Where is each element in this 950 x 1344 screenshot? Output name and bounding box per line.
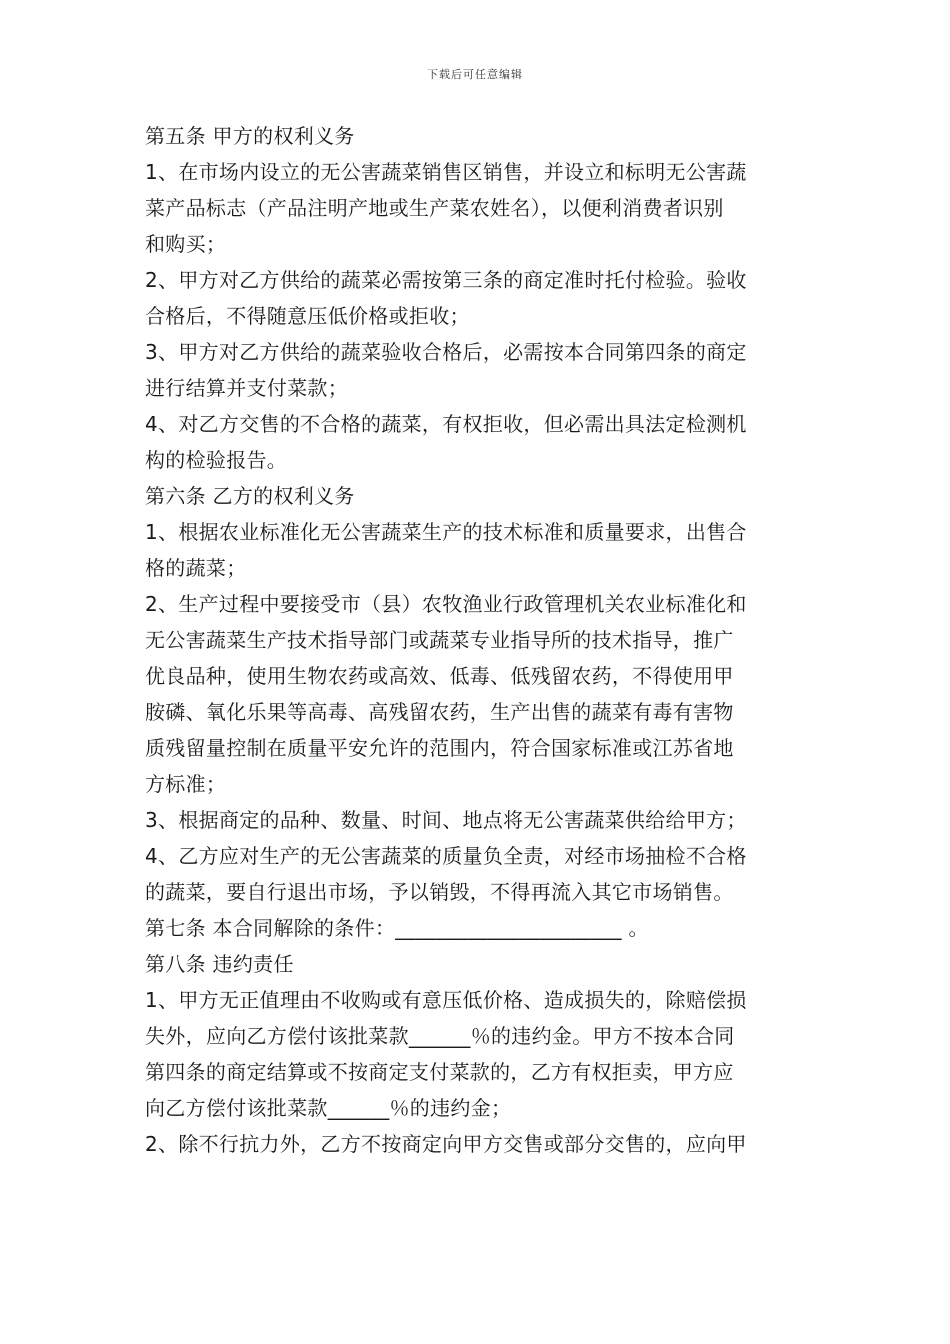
- text-line: 的蔬菜，要自行退出市场，予以销毁，不得再流入其它市场销售。: [145, 880, 734, 904]
- text-line: 失外，应向乙方偿付该批菜款______％的违约金。甲方不按本合同: [145, 1024, 735, 1048]
- header-note: 下载后可任意编辑: [427, 68, 523, 81]
- text-line: 4、对乙方交售的不合格的蔬菜，有权拒收，但必需出具法定检测机: [145, 412, 747, 436]
- section-heading-7: 第七条 本合同解除的条件：______________________ 。: [145, 916, 649, 940]
- text-line: 1、在市场内设立的无公害蔬菜销售区销售，并设立和标明无公害蔬: [145, 160, 747, 184]
- text-line: 格的蔬菜；: [145, 556, 247, 580]
- text-line: 3、甲方对乙方供给的蔬菜验收合格后，必需按本合同第四条的商定: [145, 340, 747, 364]
- section-heading-5: 第五条 甲方的权利义务: [145, 124, 355, 148]
- text-line: 2、生产过程中要接受市（县）农牧渔业行政管理机关农业标准化和: [145, 592, 747, 616]
- text-line: 第四条的商定结算或不按商定支付菜款的，乙方有权拒卖，甲方应: [145, 1060, 734, 1084]
- section-heading-6: 第六条 乙方的权利义务: [145, 484, 355, 508]
- section-heading-8: 第八条 违约责任: [145, 952, 294, 976]
- text-line: 合格后，不得随意压低价格或拒收；: [145, 304, 470, 328]
- text-line: 方标准；: [145, 772, 227, 796]
- text-line: 1、甲方无正值理由不收购或有意压低价格、造成损失的，除赔偿损: [145, 988, 747, 1012]
- text-line: 2、除不行抗力外，乙方不按商定向甲方交售或部分交售的，应向甲: [145, 1132, 747, 1156]
- text-line: 进行结算并支付菜款；: [145, 376, 348, 400]
- text-line: 和购买；: [145, 232, 227, 256]
- text-line: 构的检验报告。: [145, 448, 288, 472]
- text-line: 胺磷、氧化乐果等高毒、高残留农药，生产出售的蔬菜有毒有害物: [145, 700, 734, 724]
- text-line: 4、乙方应对生产的无公害蔬菜的质量负全责，对经市场抽检不合格: [145, 844, 747, 868]
- text-line: 优良品种，使用生物农药或高效、低毒、低残留农药，不得使用甲: [145, 664, 734, 688]
- text-line: 1、根据农业标准化无公害蔬菜生产的技术标准和质量要求，出售合: [145, 520, 747, 544]
- text-line: 菜产品标志（产品注明产地或生产菜农姓名），以便利消费者识别: [145, 196, 724, 220]
- text-line: 无公害蔬菜生产技术指导部门或蔬菜专业指导所的技术指导，推广: [145, 628, 734, 652]
- text-line: 向乙方偿付该批菜款______％的违约金；: [145, 1096, 512, 1120]
- text-line: 质残留量控制在质量平安允许的范围内，符合国家标准或江苏省地: [145, 736, 734, 760]
- text-line: 2、甲方对乙方供给的蔬菜必需按第三条的商定准时托付检验。验收: [145, 268, 747, 292]
- document-body: [145, 118, 810, 1162]
- text-line: 3、根据商定的品种、数量、时间、地点将无公害蔬菜供给给甲方；: [145, 808, 747, 832]
